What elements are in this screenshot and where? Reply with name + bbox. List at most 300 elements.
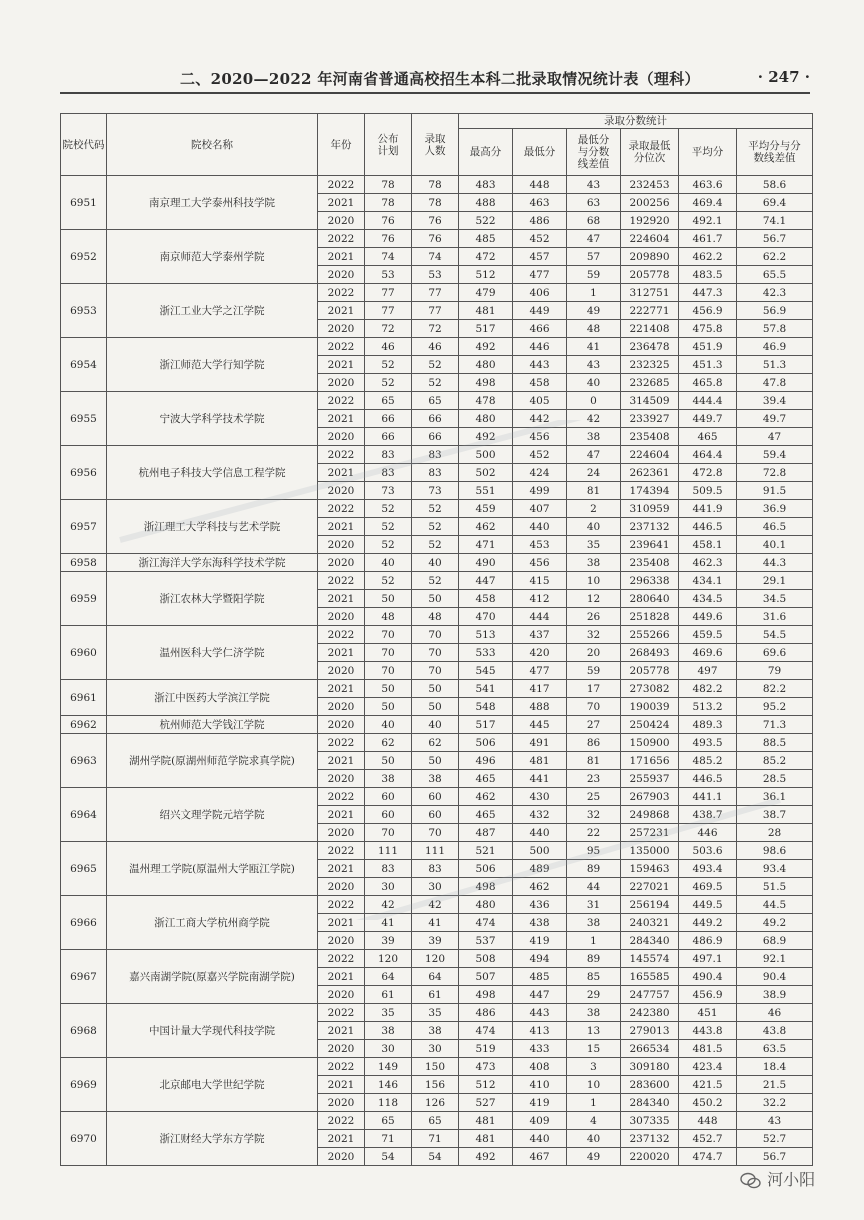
cell-plan: 42 [365,896,412,914]
school-code: 6957 [61,500,107,554]
cell-plan: 65 [365,392,412,410]
cell-plan: 52 [365,374,412,392]
cell-min-diff: 63 [567,194,621,212]
cell-max: 551 [459,482,513,500]
cell-plan: 50 [365,698,412,716]
cell-avg: 450.2 [679,1094,737,1112]
cell-min-rank: 242380 [621,1004,679,1022]
cell-admitted: 70 [412,662,459,680]
cell-avg-diff: 46.9 [737,338,813,356]
cell-plan: 52 [365,572,412,590]
cell-year: 2022 [318,572,365,590]
cell-min: 417 [513,680,567,698]
cell-avg-diff: 18.4 [737,1058,813,1076]
school-code: 6961 [61,680,107,716]
cell-min-diff: 0 [567,392,621,410]
cell-plan: 77 [365,284,412,302]
cell-admitted: 73 [412,482,459,500]
cell-max: 480 [459,896,513,914]
cell-max: 502 [459,464,513,482]
cell-min: 413 [513,1022,567,1040]
cell-min: 408 [513,1058,567,1076]
cell-min-diff: 1 [567,932,621,950]
cell-max: 472 [459,248,513,266]
cell-year: 2020 [318,1148,365,1166]
table-row [61,446,813,464]
cell-avg-diff: 79 [737,662,813,680]
cell-avg-diff: 49.7 [737,410,813,428]
cell-year: 2020 [318,608,365,626]
cell-avg-diff: 95.2 [737,698,813,716]
cell-avg-diff: 85.2 [737,752,813,770]
cell-admitted: 60 [412,806,459,824]
cell-min-diff: 38 [567,914,621,932]
cell-admitted: 52 [412,536,459,554]
cell-avg: 493.5 [679,734,737,752]
cell-min-rank: 247757 [621,986,679,1004]
cell-plan: 70 [365,644,412,662]
cell-max: 474 [459,1022,513,1040]
cell-min-rank: 284340 [621,932,679,950]
cell-plan: 149 [365,1058,412,1076]
cell-max: 506 [459,860,513,878]
cell-avg-diff: 36.9 [737,500,813,518]
cell-admitted: 41 [412,914,459,932]
cell-min-rank: 174394 [621,482,679,500]
school-code: 6968 [61,1004,107,1058]
cell-year: 2021 [318,1022,365,1040]
cell-year: 2022 [318,176,365,194]
cell-plan: 77 [365,302,412,320]
table-row [61,392,813,410]
table-row [61,1058,813,1076]
cell-min-diff: 59 [567,662,621,680]
cell-year: 2020 [318,482,365,500]
cell-plan: 70 [365,626,412,644]
cell-min: 432 [513,806,567,824]
cell-min-rank: 237132 [621,1130,679,1148]
cell-max: 462 [459,788,513,806]
cell-plan: 35 [365,1004,412,1022]
cell-admitted: 71 [412,1130,459,1148]
cell-avg-diff: 44.5 [737,896,813,914]
school-code: 6954 [61,338,107,392]
cell-avg-diff: 68.9 [737,932,813,950]
cell-min-diff: 26 [567,608,621,626]
cell-admitted: 83 [412,446,459,464]
cell-plan: 53 [365,266,412,284]
cell-max: 488 [459,194,513,212]
cell-year: 2020 [318,266,365,284]
cell-min-diff: 12 [567,590,621,608]
cell-min: 488 [513,698,567,716]
cell-max: 465 [459,806,513,824]
cell-avg: 449.2 [679,914,737,932]
cell-avg-diff: 72.8 [737,464,813,482]
cell-admitted: 60 [412,788,459,806]
cell-min-rank: 165585 [621,968,679,986]
cell-plan: 52 [365,500,412,518]
cell-min-diff: 40 [567,1130,621,1148]
cell-min-rank: 240321 [621,914,679,932]
cell-year: 2022 [318,950,365,968]
school-name: 浙江师范大学行知学院 [107,338,318,392]
cell-avg-diff: 28 [737,824,813,842]
cell-year: 2022 [318,1058,365,1076]
cell-avg-diff: 39.4 [737,392,813,410]
cell-min-diff: 48 [567,320,621,338]
table-row [61,230,813,248]
cell-max: 496 [459,752,513,770]
page-number: · 247 · [757,68,810,86]
cell-admitted: 50 [412,752,459,770]
cell-avg: 489.3 [679,716,737,734]
school-code: 6951 [61,176,107,230]
cell-admitted: 42 [412,896,459,914]
cell-plan: 64 [365,968,412,986]
cell-max: 506 [459,734,513,752]
cell-min-diff: 3 [567,1058,621,1076]
cell-min-rank: 135000 [621,842,679,860]
cell-min-diff: 57 [567,248,621,266]
table-row [61,842,813,860]
school-name: 温州医科大学仁济学院 [107,626,318,680]
cell-min-diff: 25 [567,788,621,806]
cell-avg: 446.5 [679,518,737,536]
cell-avg-diff: 91.5 [737,482,813,500]
cell-avg-diff: 34.5 [737,590,813,608]
cell-min-diff: 89 [567,950,621,968]
cell-plan: 48 [365,608,412,626]
school-code: 6963 [61,734,107,788]
cell-max: 490 [459,554,513,572]
cell-max: 474 [459,914,513,932]
cell-min: 467 [513,1148,567,1166]
cell-year: 2020 [318,698,365,716]
school-code: 6962 [61,716,107,734]
cell-min-diff: 31 [567,896,621,914]
cell-year: 2022 [318,842,365,860]
col-min-rank: 录取最低分位次 [621,129,679,176]
cell-min-diff: 24 [567,464,621,482]
cell-admitted: 77 [412,284,459,302]
cell-max: 447 [459,572,513,590]
cell-min: 481 [513,752,567,770]
footer-account: 河小阳 [767,1170,816,1189]
cell-avg: 490.4 [679,968,737,986]
table-row [61,1112,813,1130]
cell-max: 533 [459,644,513,662]
table-row [61,572,813,590]
cell-year: 2022 [318,1004,365,1022]
cell-min: 477 [513,662,567,680]
cell-max: 458 [459,590,513,608]
cell-min-rank: 236478 [621,338,679,356]
cell-admitted: 50 [412,590,459,608]
cell-plan: 70 [365,662,412,680]
table-row [61,1004,813,1022]
cell-avg-diff: 38.9 [737,986,813,1004]
table-row [61,554,813,572]
cell-year: 2022 [318,284,365,302]
cell-min-diff: 43 [567,176,621,194]
cell-admitted: 70 [412,626,459,644]
cell-avg-diff: 56.7 [737,1148,813,1166]
cell-admitted: 76 [412,212,459,230]
cell-min-rank: 279013 [621,1022,679,1040]
cell-min-rank: 296338 [621,572,679,590]
cell-avg-diff: 38.7 [737,806,813,824]
cell-year: 2021 [318,914,365,932]
table-row [61,896,813,914]
cell-year: 2020 [318,824,365,842]
cell-admitted: 35 [412,1004,459,1022]
cell-max: 471 [459,536,513,554]
cell-year: 2022 [318,500,365,518]
cell-avg-diff: 56.9 [737,302,813,320]
cell-avg-diff: 52.7 [737,1130,813,1148]
cell-year: 2021 [318,860,365,878]
cell-avg: 513.2 [679,698,737,716]
cell-admitted: 156 [412,1076,459,1094]
school-name: 南京师范大学泰州学院 [107,230,318,284]
cell-admitted: 70 [412,824,459,842]
cell-avg: 451.3 [679,356,737,374]
cell-min-diff: 68 [567,212,621,230]
cell-year: 2021 [318,644,365,662]
cell-min-diff: 2 [567,500,621,518]
cell-min-diff: 4 [567,1112,621,1130]
cell-min: 424 [513,464,567,482]
cell-avg: 462.2 [679,248,737,266]
col-max: 最高分 [459,129,513,176]
cell-avg-diff: 46 [737,1004,813,1022]
cell-max: 500 [459,446,513,464]
cell-avg-diff: 69.6 [737,644,813,662]
cell-admitted: 39 [412,932,459,950]
cell-min: 407 [513,500,567,518]
cell-avg-diff: 92.1 [737,950,813,968]
cell-year: 2022 [318,230,365,248]
cell-avg: 434.1 [679,572,737,590]
school-code: 6964 [61,788,107,842]
cell-avg-diff: 98.6 [737,842,813,860]
cell-min-rank: 190039 [621,698,679,716]
cell-min: 448 [513,176,567,194]
cell-avg: 456.9 [679,302,737,320]
cell-avg-diff: 71.3 [737,716,813,734]
cell-admitted: 40 [412,716,459,734]
cell-plan: 76 [365,212,412,230]
cell-avg: 503.6 [679,842,737,860]
cell-year: 2021 [318,464,365,482]
school-name: 宁波大学科学技术学院 [107,392,318,446]
cell-avg: 449.5 [679,896,737,914]
cell-year: 2020 [318,1094,365,1112]
cell-min: 410 [513,1076,567,1094]
cell-year: 2022 [318,338,365,356]
cell-avg: 452.7 [679,1130,737,1148]
cell-avg: 447.3 [679,284,737,302]
cell-plan: 60 [365,806,412,824]
cell-avg-diff: 29.1 [737,572,813,590]
school-name: 湖州学院(原湖州师范学院求真学院) [107,734,318,788]
cell-min-rank: 205778 [621,266,679,284]
cell-min: 477 [513,266,567,284]
cell-min-diff: 32 [567,626,621,644]
school-name: 温州理工学院(原温州大学瓯江学院) [107,842,318,896]
cell-avg: 451 [679,1004,737,1022]
cell-admitted: 111 [412,842,459,860]
cell-max: 470 [459,608,513,626]
school-code: 6953 [61,284,107,338]
cell-min-rank: 200256 [621,194,679,212]
cell-min-rank: 224604 [621,446,679,464]
cell-avg: 449.7 [679,410,737,428]
cell-admitted: 48 [412,608,459,626]
cell-admitted: 70 [412,644,459,662]
cell-avg-diff: 88.5 [737,734,813,752]
school-code: 6955 [61,392,107,446]
cell-year: 2020 [318,716,365,734]
cell-avg: 497.1 [679,950,737,968]
cell-avg: 448 [679,1112,737,1130]
cell-avg: 486.9 [679,932,737,950]
cell-admitted: 72 [412,320,459,338]
cell-min-diff: 35 [567,536,621,554]
cell-min-diff: 38 [567,1004,621,1022]
cell-max: 498 [459,374,513,392]
cell-max: 473 [459,1058,513,1076]
cell-min: 436 [513,896,567,914]
cell-min-rank: 237132 [621,518,679,536]
school-code: 6958 [61,554,107,572]
cell-min-rank: 145574 [621,950,679,968]
cell-min-rank: 284340 [621,1094,679,1112]
cell-min-rank: 232325 [621,356,679,374]
school-name: 浙江工商大学杭州商学院 [107,896,318,950]
cell-avg: 472.8 [679,464,737,482]
cell-avg: 449.6 [679,608,737,626]
cell-year: 2020 [318,212,365,230]
school-code: 6960 [61,626,107,680]
cell-min: 453 [513,536,567,554]
cell-admitted: 50 [412,698,459,716]
wechat-icon [740,1172,762,1190]
cell-min-diff: 27 [567,716,621,734]
cell-min: 445 [513,716,567,734]
cell-admitted: 83 [412,464,459,482]
cell-plan: 83 [365,446,412,464]
cell-min-rank: 209890 [621,248,679,266]
cell-max: 478 [459,392,513,410]
cell-avg-diff: 82.2 [737,680,813,698]
cell-admitted: 76 [412,230,459,248]
cell-admitted: 61 [412,986,459,1004]
cell-min: 462 [513,878,567,896]
cell-admitted: 65 [412,1112,459,1130]
cell-avg: 438.7 [679,806,737,824]
cell-avg-diff: 62.2 [737,248,813,266]
school-name: 中国计量大学现代科技学院 [107,1004,318,1058]
cell-min-rank: 221408 [621,320,679,338]
cell-min: 500 [513,842,567,860]
cell-avg-diff: 51.3 [737,356,813,374]
cell-min: 499 [513,482,567,500]
cell-plan: 83 [365,860,412,878]
cell-min-diff: 23 [567,770,621,788]
col-avg: 平均分 [679,129,737,176]
cell-plan: 120 [365,950,412,968]
table-body [61,176,813,1166]
cell-min-diff: 89 [567,860,621,878]
cell-year: 2021 [318,590,365,608]
cell-min-rank: 192920 [621,212,679,230]
cell-avg-diff: 59.4 [737,446,813,464]
cell-avg-diff: 43 [737,1112,813,1130]
cell-avg-diff: 36.1 [737,788,813,806]
cell-avg-diff: 65.5 [737,266,813,284]
cell-min-rank: 159463 [621,860,679,878]
cell-max: 481 [459,302,513,320]
cell-admitted: 38 [412,770,459,788]
cell-min-rank: 314509 [621,392,679,410]
school-code: 6952 [61,230,107,284]
cell-year: 2020 [318,536,365,554]
cell-max: 545 [459,662,513,680]
cell-min-rank: 280640 [621,590,679,608]
cell-avg-diff: 58.6 [737,176,813,194]
cell-plan: 30 [365,1040,412,1058]
cell-min-diff: 85 [567,968,621,986]
table-row [61,338,813,356]
school-code: 6959 [61,572,107,626]
cell-plan: 40 [365,716,412,734]
cell-min-rank: 227021 [621,878,679,896]
cell-plan: 118 [365,1094,412,1112]
cell-min: 441 [513,770,567,788]
cell-max: 541 [459,680,513,698]
cell-min: 438 [513,914,567,932]
cell-admitted: 52 [412,356,459,374]
cell-plan: 66 [365,410,412,428]
cell-min: 494 [513,950,567,968]
header-rule [60,92,810,94]
cell-min-rank: 262361 [621,464,679,482]
cell-min-rank: 257231 [621,824,679,842]
cell-min: 486 [513,212,567,230]
cell-plan: 72 [365,320,412,338]
cell-avg-diff: 46.5 [737,518,813,536]
col-group: 录取分数统计 [459,114,813,129]
cell-max: 483 [459,176,513,194]
cell-avg: 444.4 [679,392,737,410]
cell-max: 462 [459,518,513,536]
cell-min-diff: 43 [567,356,621,374]
cell-min-diff: 40 [567,374,621,392]
cell-avg: 461.7 [679,230,737,248]
cell-max: 481 [459,1130,513,1148]
cell-year: 2021 [318,248,365,266]
cell-avg: 464.4 [679,446,737,464]
cell-min-rank: 266534 [621,1040,679,1058]
cell-max: 498 [459,986,513,1004]
cell-admitted: 77 [412,302,459,320]
cell-plan: 38 [365,1022,412,1040]
cell-avg: 481.5 [679,1040,737,1058]
cell-avg-diff: 93.4 [737,860,813,878]
cell-plan: 83 [365,464,412,482]
